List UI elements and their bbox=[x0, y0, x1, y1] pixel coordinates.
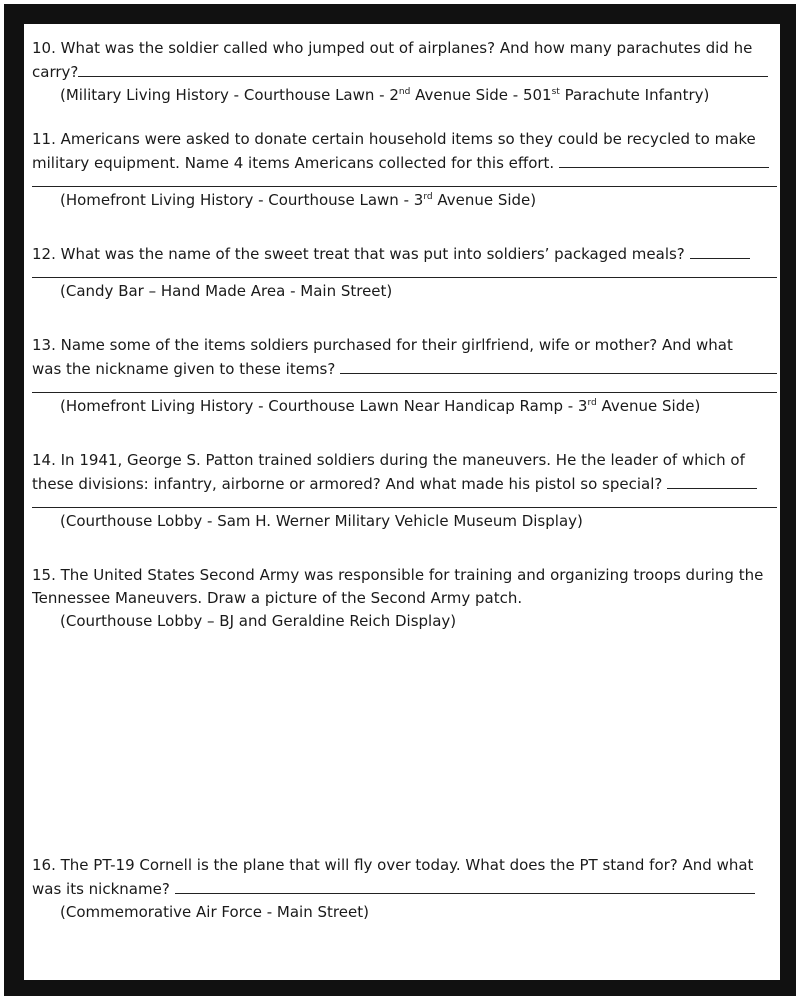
question-text: 11. Americans were asked to donate certain household items so they could be recycled to make bbox=[32, 130, 756, 148]
question-text: 13. Name some of the items soldiers purchased for their girlfriend, wife or mother? And what bbox=[32, 336, 733, 354]
question-11 bbox=[32, 128, 777, 212]
question-text-part: was its nickname? bbox=[32, 880, 170, 898]
source-text: Avenue Side) bbox=[596, 397, 701, 415]
source-text: Avenue Side - 501 bbox=[410, 86, 552, 104]
question-text: 10. What was the soldier called who jumped out of airplanes? And how many parachutes did he bbox=[32, 39, 753, 57]
worksheet-page bbox=[24, 24, 780, 980]
source-superscript: rd bbox=[423, 192, 433, 202]
question-10 bbox=[32, 37, 777, 107]
question-text: 14. In 1941, George S. Patton trained soldiers during the maneuvers. He the leader of which of bbox=[32, 451, 745, 469]
question-source: (Courthouse Lobby – BJ and Geraldine Reich Display) bbox=[60, 612, 457, 630]
question-source: (Commemorative Air Force - Main Street) bbox=[60, 903, 369, 921]
question-text bbox=[32, 877, 777, 901]
answer-blank[interactable] bbox=[690, 242, 750, 259]
answer-blank[interactable] bbox=[559, 151, 769, 168]
question-16 bbox=[32, 854, 777, 924]
source-text: (Homefront Living History - Courthouse Lawn Near Handicap Ramp - 3 bbox=[60, 397, 588, 415]
question-text bbox=[32, 151, 777, 175]
source-superscript: st bbox=[551, 87, 560, 97]
answer-blank[interactable] bbox=[78, 60, 768, 77]
question-13 bbox=[32, 334, 777, 418]
question-source: (Courthouse Lobby - Sam H. Werner Military Vehicle Museum Display) bbox=[60, 512, 583, 530]
source-superscript: nd bbox=[398, 87, 411, 97]
question-14 bbox=[32, 449, 777, 533]
source-text: (Homefront Living History - Courthouse Lawn - 3 bbox=[60, 191, 424, 209]
question-source bbox=[32, 395, 777, 418]
question-source: (Candy Bar – Hand Made Area - Main Street) bbox=[60, 282, 393, 300]
question-source bbox=[32, 84, 777, 107]
answer-blank[interactable] bbox=[175, 877, 755, 894]
question-text-part: was the nickname given to these items? bbox=[32, 360, 336, 378]
question-15 bbox=[32, 564, 777, 633]
question-text-part: 12. What was the name of the sweet treat that was put into soldiers’ packaged meals? bbox=[32, 245, 685, 263]
question-12 bbox=[32, 242, 777, 303]
page-border bbox=[4, 4, 796, 996]
drawing-area[interactable] bbox=[32, 639, 772, 844]
source-superscript: rd bbox=[587, 398, 597, 408]
answer-blank[interactable] bbox=[667, 472, 757, 489]
question-text bbox=[32, 472, 777, 496]
question-text-part: military equipment. Name 4 items Americans collected for this effort. bbox=[32, 154, 555, 172]
question-text bbox=[32, 242, 777, 266]
question-text bbox=[32, 357, 777, 381]
source-text: Avenue Side) bbox=[432, 191, 537, 209]
question-text-part: these divisions: infantry, airborne or armored? And what made his pistol so special? bbox=[32, 475, 663, 493]
question-text bbox=[32, 60, 777, 84]
question-text: Tennessee Maneuvers. Draw a picture of the Second Army patch. bbox=[32, 589, 523, 607]
source-text: Parachute Infantry) bbox=[559, 86, 710, 104]
question-source bbox=[32, 189, 777, 212]
source-text: (Military Living History - Courthouse Lawn - 2 bbox=[60, 86, 399, 104]
question-text-part: carry? bbox=[32, 63, 79, 81]
question-text: 15. The United States Second Army was responsible for training and organizing troops during the bbox=[32, 566, 764, 584]
answer-blank[interactable] bbox=[340, 357, 777, 374]
question-text: 16. The PT-19 Cornell is the plane that will fly over today. What does the PT stand for? And what bbox=[32, 856, 754, 874]
